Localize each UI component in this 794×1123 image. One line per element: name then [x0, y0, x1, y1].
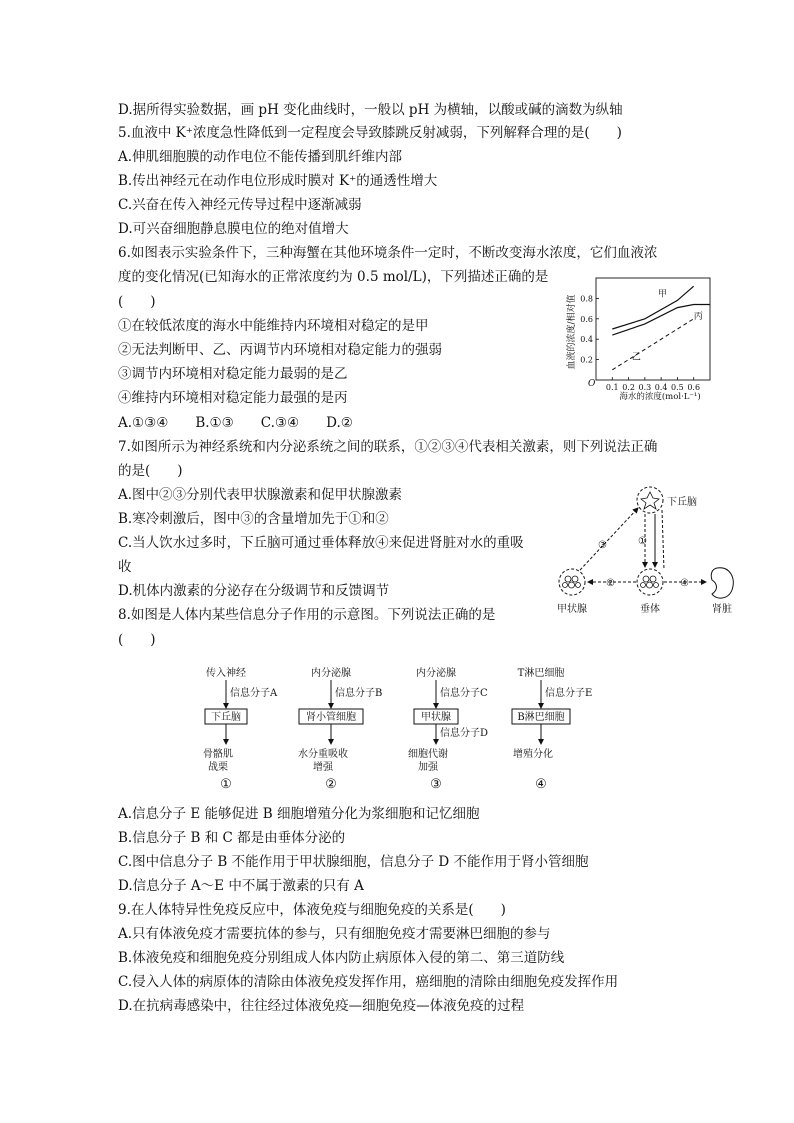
q8-option-a: A.信息分子 E 能够促进 B 细胞增殖分化为浆细胞和记忆细胞	[118, 806, 480, 822]
series-label: 甲	[657, 289, 667, 300]
panel-source: 内分泌腺	[416, 668, 456, 679]
panel-number: ④	[535, 777, 547, 792]
q6-statement-4: ④维持内环境相对稳定能力最强的是丙	[118, 390, 348, 406]
panel-2	[298, 666, 382, 792]
q6-statement-2: ②无法判断甲、乙、丙调节内环境相对稳定能力的强弱	[118, 342, 442, 358]
panel-effect: 水分重吸收	[298, 749, 348, 760]
panel-1	[203, 666, 278, 792]
origin-label: O	[588, 379, 596, 389]
arrow-3	[580, 508, 638, 570]
q5-option-c: C.兴奋在传入神经元传导过程中逐渐减弱	[118, 197, 362, 213]
q6-stem-1: 6.如图表示实验条件下，三种海蟹在其他环境条件一定时，不断改变海水浓度，它们血液浓	[118, 245, 658, 261]
kidney-icon	[711, 568, 733, 598]
panel-effect: 增殖分化	[513, 749, 553, 760]
thyroid-label: 甲状腺	[557, 604, 587, 615]
series-label: 乙	[631, 352, 641, 363]
q8-stem-2: ( )	[118, 632, 156, 648]
q5-option-d: D.可兴奋细胞静息膜电位的绝对值增大	[118, 221, 349, 237]
series-label: 丙	[693, 311, 703, 322]
panel-effect-2: 战栗	[208, 762, 228, 773]
q7-option-d: D.机体内激素的分泌存在分级调节和反馈调节	[118, 583, 390, 599]
y-tick-label: 0.4	[580, 335, 593, 345]
q7-stem-1: 7.如图所示为神经系统和内分泌系统之间的联系，①②③④代表相关激素，则下列说法正确	[118, 439, 658, 455]
pituitary-label: 垂体	[640, 604, 660, 615]
q5-option-a: A.伸肌细胞膜的动作电位不能传播到肌纤维内部	[118, 149, 403, 165]
x-tick-label: 0.1	[605, 383, 619, 392]
y-tick-label: 0.2	[580, 355, 593, 365]
q7-option-a: A.图中②③分别代表甲状腺激素和促甲状腺激素	[118, 487, 403, 503]
panel-signal: 信息分子C	[440, 688, 488, 699]
q7-stem-2: 的是( )	[118, 463, 183, 479]
kidney-label: 肾脏	[712, 604, 732, 615]
q8-option-d: D.信息分子 A～E 中不属于激素的只有 A	[118, 878, 364, 894]
hypothalamus-node	[637, 487, 663, 513]
panel-signal: 信息分子B	[335, 688, 383, 699]
q6-answers: A.①③④ B.①③ C.③④ D.②	[118, 415, 353, 431]
thyroid-cells-icon	[563, 576, 581, 588]
panel-number: ①	[220, 777, 232, 792]
panel-source: 传入神经	[206, 668, 246, 679]
y-tick-label: 0.6	[580, 314, 593, 324]
panel-target: B淋巴细胞	[517, 712, 565, 723]
hypothalamus-label: 下丘脑	[667, 497, 697, 508]
q5-stem: 5.血液中 K⁺浓度急性降低到一定程度会导致膝跳反射减弱，下列解释合理的是( )	[118, 125, 622, 141]
panel-effect: 骨骼肌	[203, 749, 233, 760]
panel-signal: 信息分子E	[545, 688, 593, 699]
hormone-2-label: ②	[606, 578, 615, 589]
q6-stem-2: 度的变化情况(已知海水的正常浓度约为 0.5 mol/L)，下列描述正确的是	[118, 269, 549, 285]
q9-option-d: D.在抗病毒感染中，往往经过体液免疫—细胞免疫—体液免疫的过程	[118, 998, 525, 1014]
q4-option-d: D.据所得实验数据，画 pH 变化曲线时，一般以 pH 为横轴，以酸或碱的滴数为纵轴	[118, 102, 623, 118]
q7-diagram	[552, 482, 742, 618]
panel-number: ③	[430, 777, 442, 792]
q8-option-c: C.图中信息分子 B 不能作用于甲状腺细胞，信息分子 D 不能作用于肾小管细胞	[118, 854, 589, 870]
q9-stem: 9.在人体特异性免疫反应中，体液免疫与细胞免疫的关系是( )	[118, 902, 506, 918]
y-tick-label: 0.8	[580, 294, 593, 304]
q8-option-b: B.信息分子 B 和 C 都是由垂体分泌的	[118, 830, 346, 846]
hormone-3-label: ③	[598, 540, 607, 551]
pituitary-cells-icon	[641, 576, 659, 588]
arrow-feedback	[662, 510, 664, 570]
panel-source: T淋巴细胞	[517, 668, 565, 679]
panel-secondary-signal: 信息分子D	[440, 728, 489, 739]
hormone-4-label: ④	[680, 578, 689, 589]
x-tick-label: 0.3	[638, 383, 652, 392]
y-axis-label: 血液的浓度/相对值	[567, 294, 577, 370]
q8-stem-1: 8.如图是人体内某些信息分子作用的示意图。下列说法正确的是	[118, 607, 496, 623]
x-axis-label: 海水的浓度(mol·L⁻¹)	[619, 392, 701, 402]
x-tick-label: 0.4	[654, 383, 668, 392]
q8-diagram	[196, 664, 616, 796]
hormone-1-label: ①	[638, 536, 647, 547]
q6-chart	[560, 272, 720, 404]
series-line	[612, 319, 693, 370]
panel-target: 肾小管细胞	[306, 712, 356, 723]
panel-target: 下丘脑	[211, 712, 241, 723]
x-tick-label: 0.2	[622, 383, 635, 392]
q9-option-c: C.侵入人体的病原体的清除由体液免疫发挥作用，癌细胞的清除由细胞免疫发挥作用	[118, 974, 619, 990]
neuron-star-icon	[641, 492, 659, 509]
panel-effect-2: 增强	[313, 762, 333, 773]
series-line	[612, 286, 693, 329]
x-tick-label: 0.6	[687, 383, 701, 392]
q7-option-c-2: 收	[118, 559, 132, 575]
panel-effect-2: 加强	[418, 762, 438, 773]
q9-option-b: B.体液免疫和细胞免疫分别组成人体内防止病原体入侵的第二、第三道防线	[118, 950, 565, 966]
q7-option-c-1: C.当人饮水过多时，下丘脑可通过垂体释放④来促进肾脏对水的重吸	[118, 535, 524, 551]
panel-number: ②	[325, 777, 337, 792]
x-tick-label: 0.5	[671, 383, 684, 392]
q5-option-b: B.传出神经元在动作电位形成时膜对 K⁺的通透性增大	[118, 173, 438, 189]
q6-statement-3: ③调节内环境相对稳定能力最弱的是乙	[118, 366, 348, 382]
q6-stem-3: ( )	[118, 294, 156, 310]
q7-option-b: B.寒冷刺激后，图中③的含量增加先于①和②	[118, 511, 389, 527]
panel-target: 甲状腺	[421, 712, 451, 723]
q9-option-a: A.只有体液免疫才需要抗体的参与，只有细胞免疫才需要淋巴细胞的参与	[118, 926, 551, 942]
panel-source: 内分泌腺	[311, 668, 351, 679]
panel-effect: 细胞代谢	[408, 749, 448, 760]
q6-statement-1: ①在较低浓度的海水中能维持内环境相对稳定的是甲	[118, 318, 429, 334]
panel-signal: 信息分子A	[230, 688, 278, 699]
panel-4	[512, 666, 592, 792]
panel-3	[408, 666, 488, 792]
